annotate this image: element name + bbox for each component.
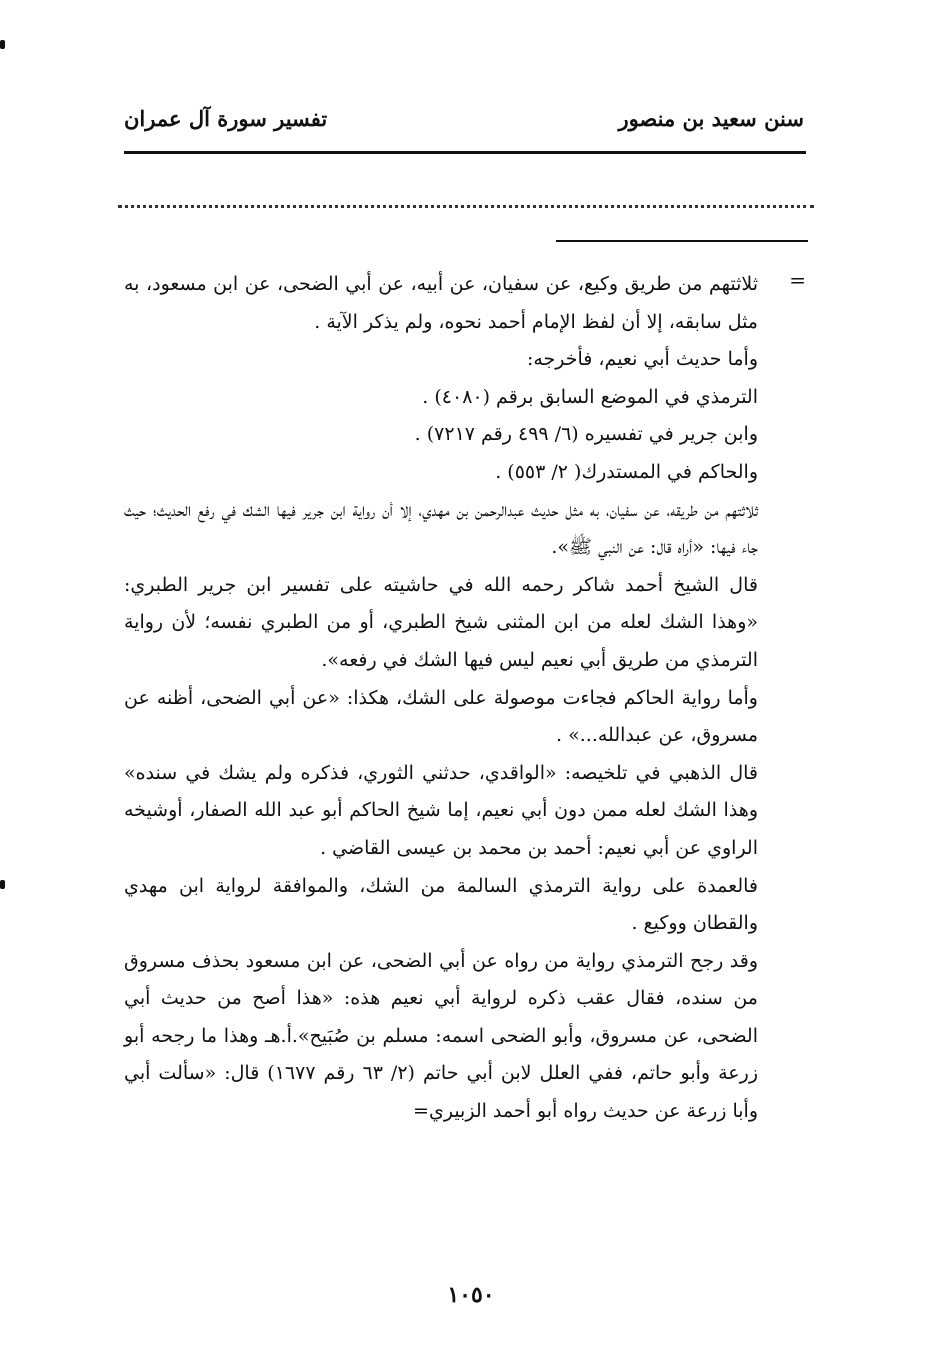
page-number: ١٠٥٠ (447, 1282, 495, 1308)
header-rule (124, 151, 806, 154)
scan-mark-top (0, 40, 5, 49)
footnote-paragraph: ثلاثتهم من طريق وكيع، عن سفيان، عن أبيه، عن أبي الضحى، عن ابن مسعود، به مثل سابقه، إلا أن لفظ الإمام أحمد نحوه، ولم يذكر الآية . (124, 273, 758, 333)
footnote-paragraph: وأما رواية الحاكم فجاءت موصولة على الشك، هكذا: «عن أبي الضحى، أظنه عن مسروق، عن عبدالله...» . (124, 686, 758, 747)
footnote-paragraph: وقد رجح الترمذي رواية من رواه عن أبي الضحى، عن ابن مسعود بحذف مسروق من سنده، فقال عقب ذكره لرواية أبي نعيم هذه: «هذا أصح من حديث أبي الضحى، عن مسروق، وأبو الضحى اسمه: مسلم بن صُبَيح».أ.هـ وهذا ما رجحه أبو زرعة وأبو حاتم، ففي العلل لابن أبي حاتم (٢/ ٦٣ رقم ١٦٧٧) قال: «سألت أبي وأبا زرعة عن حديث رواه أبو أحمد الزبيري= (124, 949, 758, 1123)
running-header-section-title: تفسير سورة آل عمران (124, 106, 328, 131)
footnote-rule (556, 240, 808, 242)
footnote-paragraph: وأما حديث أبي نعيم، فأخرجه: (526, 348, 758, 371)
footnote-paragraph: ثلاثتهم من طريقه، عن سفيان، به مثل حديث عبدالرحمن بن مهدي، إلا أن رواية ابن جرير فيها الشك في رفع الحديث؛ حيث جاء فيها: «أراه قال: عن النبي ﷺ». (124, 498, 758, 559)
scan-mark-middle (0, 880, 5, 889)
dotted-separator (118, 205, 814, 208)
footnote-paragraph: قال الذهبي في تلخيصه: «الواقدي، حدثني الثوري، فذكره ولم يشك في سنده» وهذا الشك لعله ممن دون أبي نعيم، إما شيخ الحاكم أبو عبد الله الصفار، أوشيخه الراوي عن أبي نعيم: أحمد بن محمد بن عيسى القاضي . (124, 761, 758, 859)
footnote-continuation-mark: = (789, 268, 806, 292)
footnote-paragraph: قال الشيخ أحمد شاكر رحمه الله في حاشيته على تفسير ابن جرير الطبري: «وهذا الشك لعله من ابن المثنى شيخ الطبري، أو من الطبري نفسه؛ لأن رواية الترمذي من طريق أبي نعيم ليس فيها الشك في رفعه». (124, 573, 758, 671)
running-header-book-title: سنن سعيد بن منصور (618, 106, 804, 131)
footnote-text (124, 266, 758, 1131)
footnote-paragraph: وابن جرير في تفسيره (٦/ ٤٩٩ رقم ٧٢١٧) . (414, 423, 758, 446)
footnote-paragraph: والحاكم في المستدرك( ٢/ ٥٥٣) . (495, 460, 758, 483)
footnote-paragraph: الترمذي في الموضع السابق برقم (٤٠٨٠) . (422, 385, 758, 408)
footnote-paragraph: فالعمدة على رواية الترمذي السالمة من الشك، والموافقة لرواية ابن مهدي والقطان ووكيع . (124, 874, 758, 935)
